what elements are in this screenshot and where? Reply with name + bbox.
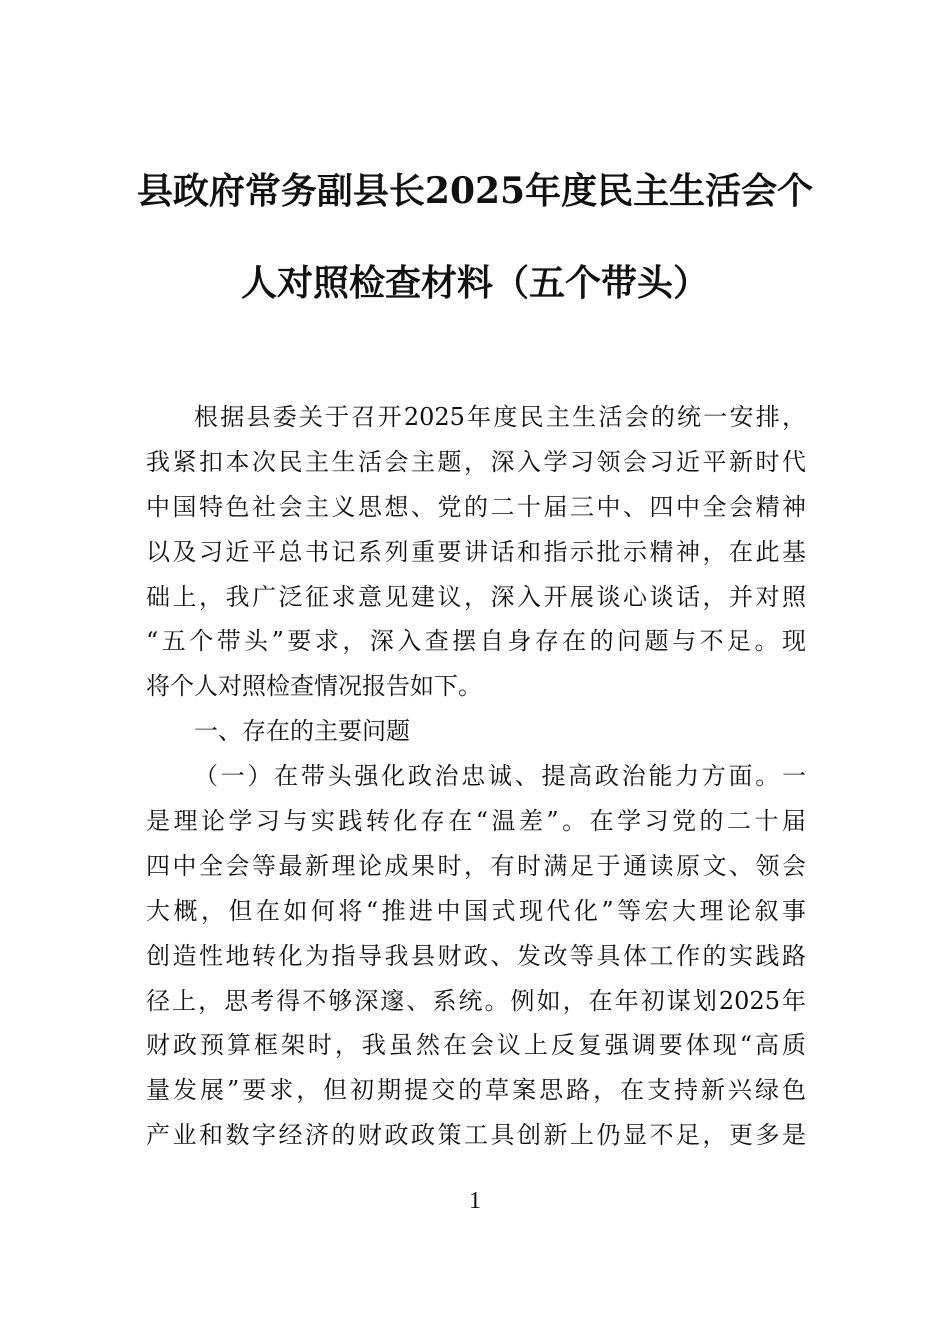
document-body — [146, 395, 806, 1158]
document-title — [120, 166, 830, 350]
page-number: 1 — [469, 1188, 481, 1214]
paragraph-line: 是理论学习与实践转化存在“温差”。在学习党的二十届 — [146, 807, 806, 836]
paragraph-line: 大概，但在如何将“推进中国式现代化”等宏大理论叙事 — [146, 896, 806, 925]
paragraph-line: 径上，思考得不够深邃、系统。例如，在年初谋划2025年 — [146, 986, 806, 1015]
paragraph-line: 中国特色社会主义思想、党的二十届三中、四中全会精神 — [146, 492, 806, 521]
title-line: 县政府常务副县长2025年度民主生活会个 — [136, 170, 814, 212]
title-line: 人对照检查材料（五个带头） — [240, 262, 709, 304]
section-heading: 一、存在的主要问题 — [194, 717, 410, 746]
paragraph-line: 根据县委关于召开2025年度民主生活会的统一安排， — [194, 403, 806, 431]
paragraph-line: 我紧扣本次民主生活会主题，深入学习领会习近平新时代 — [146, 447, 806, 476]
section-paragraph — [146, 754, 806, 1158]
paragraph-line: 础上，我广泛征求意见建议，深入开展谈心谈话，并对照 — [146, 582, 806, 611]
paragraph-line: 以及习近平总书记系列重要讲话和指示批示精神，在此基 — [146, 537, 806, 566]
paragraph-line: 创造性地转化为指导我县财政、发改等具体工作的实践路 — [146, 941, 806, 970]
paragraph-line: 财政预算框架时，我虽然在会议上反复强调要体现“高质 — [146, 1031, 806, 1060]
paragraph-line: 量发展”要求，但初期提交的草案思路，在支持新兴绿色 — [146, 1076, 806, 1105]
paragraph-line: “五个带头”要求，深入查摆自身存在的问题与不足。现 — [146, 627, 806, 656]
paragraph-line: 产业和数字经济的财政政策工具创新上仍显不足，更多是 — [146, 1121, 806, 1150]
paragraph-line: 四中全会等最新理论成果时，有时满足于通读原文、领会 — [146, 851, 806, 880]
paragraph-line: 将个人对照检查情况报告如下。 — [146, 672, 482, 701]
paragraph-line: （一）在带头强化政治忠诚、提高政治能力方面。一 — [194, 762, 806, 791]
intro-paragraph — [146, 395, 806, 709]
